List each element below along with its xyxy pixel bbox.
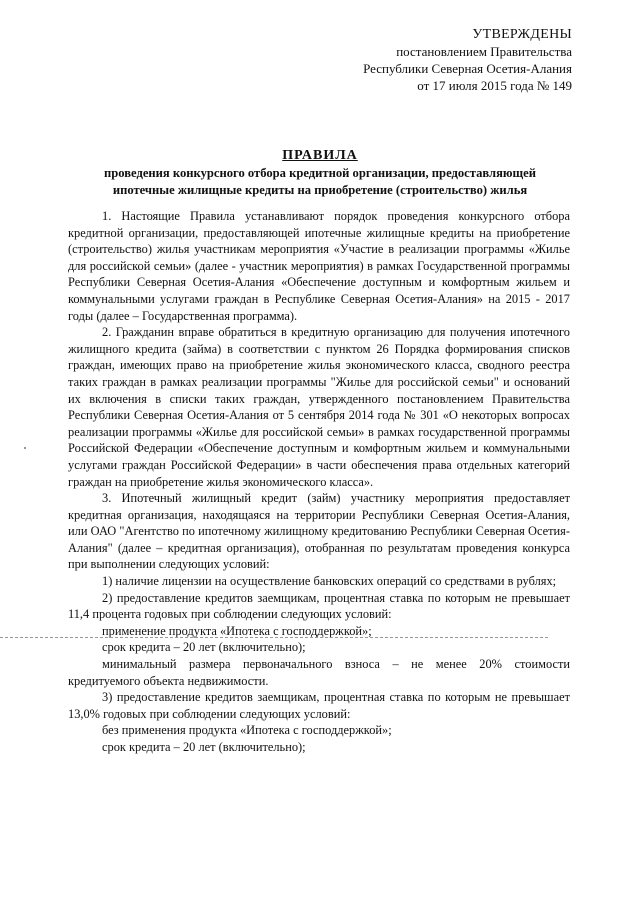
condition-1: 1) наличие лицензии на осуществление банковских операций со средствами в рублях; (102, 574, 557, 589)
approval-heading: УТВЕРЖДЕНЫ (472, 27, 572, 42)
condition-2: 2) предоставление кредитов заемщикам, процентная ставка по которым не превышает 11,4 процента годовых при соблюдении следующих условий: (68, 590, 570, 622)
title-line-2: ипотечные жилищные кредиты на приобретение (строительство) жилья (112, 183, 528, 197)
paragraph-3: 3. Ипотечный жилищный кредит (займ) участнику мероприятия предоставляет кредитная организация, находящаяся на территории Республики Северная Осетия-Алания, или ОАО "Агентство по ипотечному жилищному кредитованию Республики Северная Осетия-Алания" (далее – кредитная организация), отобранная по результатам проведения конкурса при выполнении следующих условий: (68, 491, 570, 572)
approval-line-2: Республики Северная Осетия-Алания (363, 61, 572, 76)
condition-3: 3) предоставление кредитов заемщикам, процентная ставка по которым не превышает 13,0% годовых при соблюдении следующих условий: (68, 690, 570, 721)
paragraph-1: 1. Настоящие Правила устанавливают порядок проведения конкурсного отбора кредитной организации, предоставляющей ипотечные жилищные кредиты на приобретение (строительство) жилья участникам мероприятия «Участие в реализации программы «Жилье для российской семьи» (далее - участник мероприятия) в рамках Государственной программы Республики Северная Осетия-Алания «Обеспечение доступным и комфортным жильем и коммунальными услугами граждан в Республике Северная Осетия-Алания» на 2015 - 2017 годы (далее – Государственная программа). (68, 209, 570, 323)
condition-3-item-1: без применения продукта «Ипотека с господдержкой»; (102, 723, 392, 738)
scan-dashed-line (0, 637, 548, 638)
title-main: ПРАВИЛА (282, 148, 358, 163)
condition-2-item-1: применение продукта «Ипотека с господдержкой»; (102, 623, 372, 638)
condition-2-item-2: срок кредита – 20 лет (включительно); (102, 640, 306, 655)
approval-line-1: постановлением Правительства (396, 44, 572, 59)
paragraph-2: 2. Гражданин вправе обратиться в кредитную организацию для получения ипотечного жилищного кредита (займа) в соответствии с пунктом 26 Порядка формирования списков граждан, имеющих право на приобретение жилья экономического класса, сводного реестра таких граждан в рамках реализации программы "Жилье для российской семьи" и оснований их включения в списки таких граждан, утвержденного постановлением Правительства Республики Северная Осетия-Алания от 5 сентября 2014 года № 301 «О некоторых вопросах реализации программы «Жилье для российской семьи» в рамках государственной программы Российской Федерации «Обеспечение доступным и комфортным жильем и коммунальными услугами граждан Российской Федерации» в части обеспечения права отдельных категорий граждан на приобретение жилья экономического класса». (68, 325, 570, 489)
condition-2-item-3: минимальный размера первоначального взноса – не менее 20% стоимости кредитуемого объекта недвижимости. (68, 657, 570, 688)
title-line-1: проведения конкурсного отбора кредитной организации, предоставляющей (103, 166, 536, 180)
document-body (68, 208, 570, 756)
scan-speck (24, 447, 26, 449)
approval-stamp (363, 26, 572, 94)
condition-3-item-2: срок кредита – 20 лет (включительно); (102, 740, 306, 754)
document-title (70, 147, 570, 199)
approval-line-3: от 17 июля 2015 года № 149 (417, 78, 572, 93)
